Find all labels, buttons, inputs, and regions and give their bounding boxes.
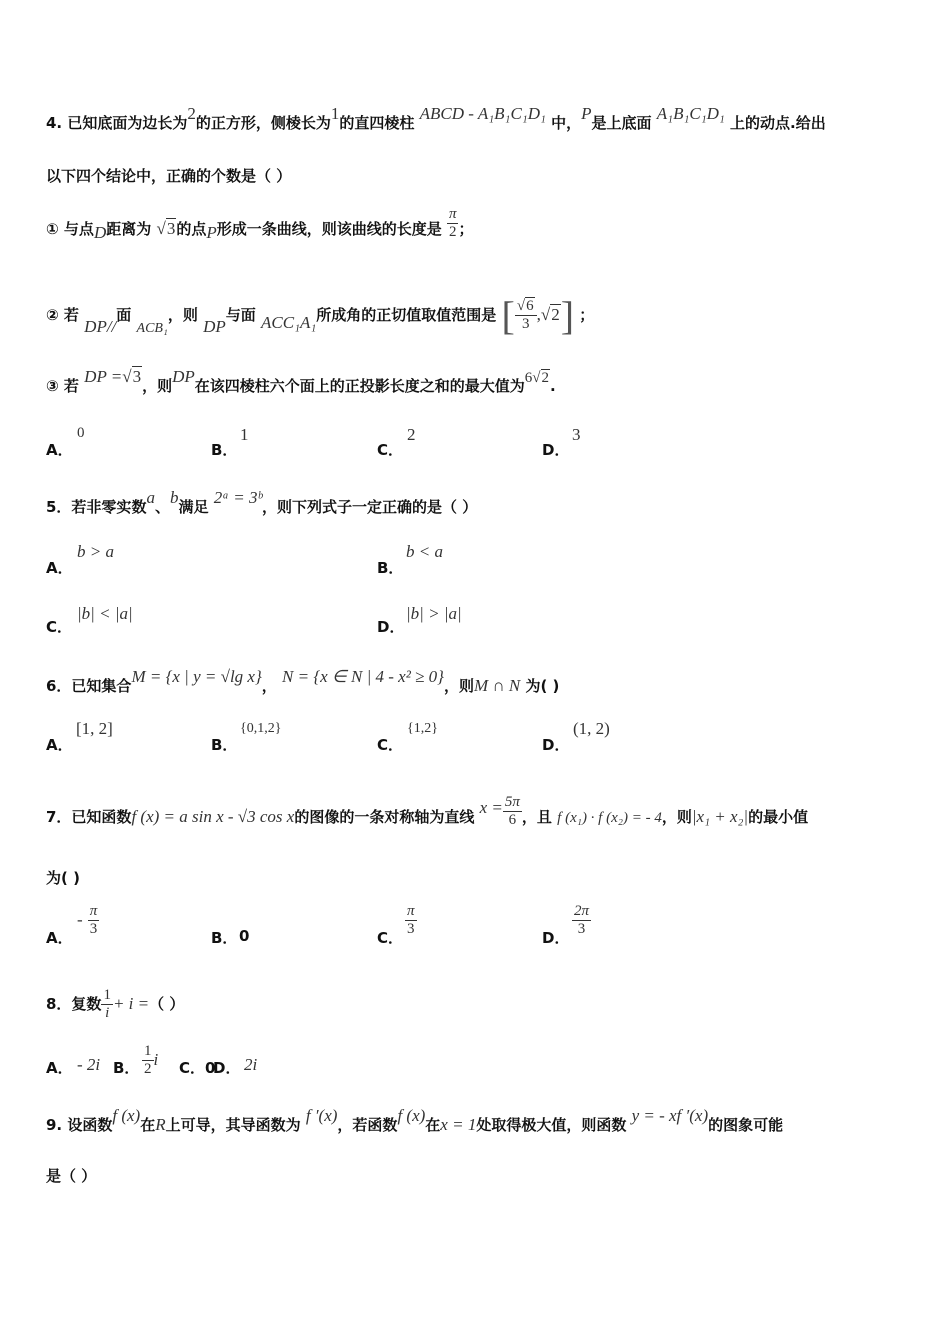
q5-text: 满足 — [178, 498, 209, 516]
q8-fraction: $\frac{1}{i}$ — [103, 987, 111, 1021]
q4-side-length: 2 — [187, 104, 196, 123]
q4-stem-line1 — [46, 104, 826, 133]
q4-pi-over-2: $\frac{\pi}{2}$ — [448, 206, 457, 240]
q7-text: ，则 — [661, 808, 692, 826]
q4-text: ① 与点 — [46, 220, 94, 238]
q4-text: 上的动点.给出 — [730, 114, 826, 132]
q4-dp-equals: DP = — [84, 367, 123, 386]
q6-text: 6．已知集合 — [46, 677, 132, 695]
q4-text: 是上底面 — [591, 114, 652, 132]
q4-text: 的正方形，侧棱长为 — [195, 114, 331, 132]
q7-text: 的最小值 — [748, 808, 809, 826]
q5-option-a-value: b > a — [77, 542, 114, 561]
q9-function: f (x) — [112, 1106, 141, 1125]
q7-option-c[interactable]: C． — [377, 929, 404, 947]
q7-option-b-value: 0 — [239, 927, 250, 945]
q4-top-face: A₁B₁C₁D₁ — [656, 104, 725, 123]
q5-option-c[interactable]: C． — [46, 618, 73, 636]
q9-stem-line1 — [46, 1106, 784, 1135]
q5-stem — [46, 488, 478, 517]
q4-text: 所成角的正切值取值范围是 — [316, 306, 497, 324]
q4-text: 距离为 — [106, 220, 152, 238]
q4-statement-1 — [46, 206, 474, 247]
q6-option-d[interactable]: D． — [542, 736, 570, 754]
q4-prism-name: ABCD - A₁B₁C₁D₁ — [419, 104, 546, 123]
q9-derivative: f ′(x) — [305, 1106, 338, 1125]
q5-option-b-value: b < a — [406, 542, 443, 561]
q6-option-c[interactable]: C． — [377, 736, 404, 754]
q8-option-a-value: - 2i — [77, 1055, 101, 1074]
q4-sqrt3: √3 — [156, 219, 176, 238]
q4-text: 的直四棱柱 — [339, 114, 415, 132]
q4-text: 中， — [551, 114, 582, 132]
q4-text: 与面 — [225, 306, 256, 324]
q4-text: ，则 — [167, 306, 198, 324]
q6-set-m: M = {x | y = √lg x} — [131, 667, 262, 686]
q7-abs-sum: |x₁ + x₂| — [691, 807, 749, 826]
q7-condition: f (x₁) · f (x₂) = - 4 — [557, 810, 662, 826]
q6-option-b-value: {0,1,2} — [240, 721, 282, 736]
q7-text: 的图像的一条对称轴为直线 — [294, 808, 475, 826]
q6-option-d-value: (1, 2) — [573, 719, 610, 738]
q8-option-a[interactable]: A． — [46, 1059, 73, 1077]
q4-option-d[interactable]: D． — [542, 441, 570, 459]
q9-text: 处取得极大值，则函数 — [476, 1116, 627, 1134]
q4-statement-3 — [46, 367, 556, 396]
q4-point-p: P — [206, 223, 217, 242]
q9-text: 在 — [140, 1116, 156, 1134]
q8-option-b[interactable]: B． — [113, 1059, 140, 1077]
q4-dp-parallel: DP// — [84, 317, 117, 336]
q5-option-a[interactable]: A． — [46, 559, 73, 577]
q6-text: ， — [261, 677, 277, 695]
q4-option-c-value: 2 — [407, 425, 416, 444]
q4-text: ； — [458, 220, 474, 238]
q9-function: f (x) — [397, 1106, 426, 1125]
q9-text: 的图象可能 — [708, 1116, 784, 1134]
q4-text: 在该四棱柱六个面上的正投影长度之和的最大值为 — [194, 377, 525, 395]
q4-statement-2: ② 若 DP//面 ACB₁，则 DP与面 ACC₁A₁所成角的正切值取值范围是 [ $\frac{√6}{3}$ ,√2] ； — [46, 293, 595, 338]
q4-option-b[interactable]: B． — [211, 441, 238, 459]
q6-set-n: N = {x ∈ N | 4 - x² ≥ 0} — [282, 667, 444, 686]
q5-option-d-value: |b| > |a| — [406, 604, 462, 623]
q8-text: 8．复数 — [46, 995, 102, 1013]
q5-text: 5．若非零实数 — [46, 498, 147, 516]
q4-option-c[interactable]: C． — [377, 441, 404, 459]
q4-range-high: √2 — [540, 305, 560, 324]
q6-text: 为( ) — [525, 677, 560, 695]
q8-stem — [46, 987, 184, 1022]
q8-text: （ ） — [149, 995, 185, 1013]
q6-intersection: M ∩ N — [473, 676, 521, 695]
q5-text: 、 — [154, 498, 170, 516]
q4-stem-line2: 以下四个结论中，正确的个数是（ ） — [46, 167, 292, 185]
q7-text: 7．已知函数 — [46, 808, 132, 826]
q5-equation: 2ᵃ = 3ᵇ — [213, 488, 263, 507]
q5-text: ，则下列式子一定正确的是（ ） — [262, 498, 478, 516]
q9-stem-line2: 是（ ） — [46, 1167, 97, 1185]
q4-text: . — [550, 377, 556, 395]
q4-plane-acc1a1: ACC₁A₁ — [261, 313, 317, 332]
q7-axis-fraction: $\frac{5\pi}{6}$ — [504, 794, 520, 828]
q7-stem-line1 — [46, 794, 809, 835]
q6-text: ，则 — [443, 677, 474, 695]
q7-stem-line2: 为( ) — [46, 869, 80, 887]
q8-tail: + i = — [112, 994, 150, 1013]
q7-function: f (x) = a sin x - √3 cos x — [131, 807, 295, 826]
q4-text: ，则 — [142, 377, 173, 395]
q6-option-c-value: {1,2} — [407, 721, 438, 736]
q9-text: 上可导，其导函数为 — [165, 1116, 301, 1134]
q7-option-d[interactable]: D． — [542, 929, 570, 947]
q6-option-a[interactable]: A． — [46, 736, 73, 754]
q4-range-low: $\frac{√6}{3}$ — [515, 298, 537, 333]
q4-text: ② 若 — [46, 306, 79, 324]
q9-text: ，若函数 — [337, 1116, 398, 1134]
q4-sqrt3-b: √3 — [122, 367, 142, 386]
q4-option-d-value: 3 — [572, 425, 581, 444]
q8-option-c[interactable]: C．0 — [179, 1059, 216, 1077]
q4-plane-acb1: ACB₁ — [136, 321, 168, 336]
q4-text: 面 — [116, 306, 132, 324]
q4-text: ； — [579, 306, 595, 324]
q4-text: 4. 已知底面为边长为 — [46, 114, 188, 132]
q4-max-value: 6√2 — [524, 370, 550, 386]
q7-option-a[interactable]: A． — [46, 929, 73, 947]
q6-option-b[interactable]: B． — [211, 736, 238, 754]
q4-range-open-bracket: [ — [501, 293, 515, 338]
q4-dp: DP — [203, 317, 226, 336]
q4-point-p: P — [581, 104, 592, 123]
q9-text: 在 — [425, 1116, 441, 1134]
q4-text: 形成一条曲线，则该曲线的长度是 — [216, 220, 442, 238]
q5-option-c-value: |b| < |a| — [77, 604, 133, 623]
q5-var-b: b — [169, 488, 179, 507]
q7-x-equals: x = — [479, 798, 503, 817]
q6-option-a-value: [1, 2] — [76, 719, 113, 738]
q4-point-d: D — [93, 223, 107, 242]
q5-option-d[interactable]: D． — [377, 618, 405, 636]
q9-real-set: R — [155, 1115, 166, 1134]
q4-text: 的点 — [176, 220, 207, 238]
q9-text: 9. 设函数 — [46, 1116, 113, 1134]
q5-var-a: a — [146, 488, 155, 507]
q7-text: ，且 — [521, 808, 552, 826]
q8-option-b-value: $\frac{1}{2}$ i — [144, 1043, 159, 1077]
q7-option-a-value: - $\frac{\pi}{3}$ — [77, 903, 98, 937]
q4-range-close-bracket: ] — [560, 293, 575, 338]
q4-text: ③ 若 — [46, 377, 79, 395]
q7-option-c-value: $\frac{\pi}{3}$ — [407, 903, 415, 937]
q4-option-a[interactable]: A． — [46, 441, 73, 459]
q8-option-d-value: 2i — [244, 1055, 258, 1074]
q8-option-d[interactable]: D． — [213, 1059, 241, 1077]
q7-option-d-value: $\frac{2\pi}{3}$ — [574, 903, 590, 937]
q4-option-b-value: 1 — [240, 425, 249, 444]
q9-x-equals-1: x = 1 — [440, 1115, 477, 1134]
q9-y-function: y = - xf ′(x) — [631, 1106, 709, 1125]
q6-stem — [46, 667, 560, 696]
q4-dp: DP — [172, 367, 195, 386]
q7-option-b[interactable]: B． — [211, 929, 238, 947]
q5-option-b[interactable]: B． — [377, 559, 404, 577]
q4-edge-length: 1 — [330, 104, 340, 123]
q4-option-a-value: 0 — [77, 425, 85, 441]
